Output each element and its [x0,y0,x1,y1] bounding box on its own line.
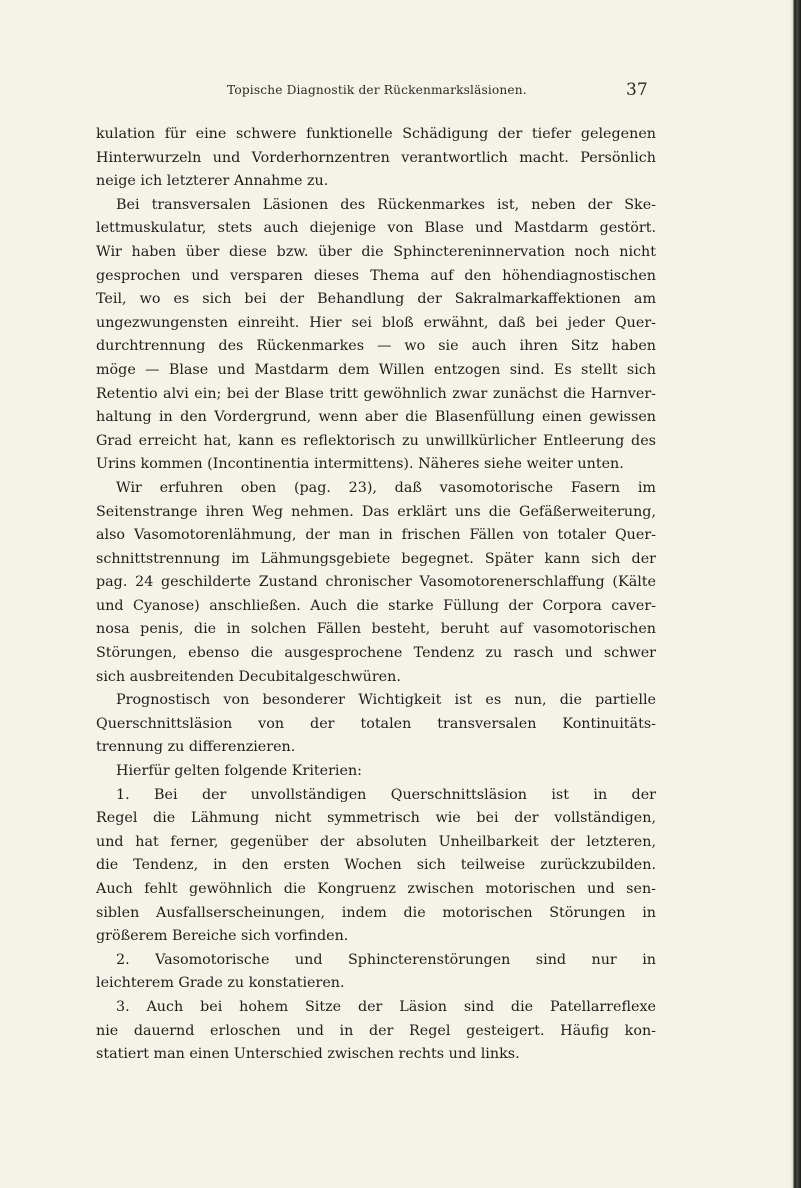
text-line: also Vasomotorenlähmung, der man in frischen Fällen von totaler Quer- [96,527,656,544]
text-line: statiert man einen Unterschied zwischen rechts und links. [96,1046,520,1063]
text-line: Teil, wo es sich bei der Behandlung der Sakralmarkaffektionen am [96,291,656,308]
text-line: und Cyanose) anschließen. Auch die starke Füllung der Corpora caver- [96,597,656,614]
text-line: Seitenstrange ihren Weg nehmen. Das erklärt uns die Gefäßerweiterung, [96,503,656,520]
text-line: größerem Bereiche sich vorfinden. [96,928,349,945]
text-line: Regel die Lähmung nicht symmetrisch wie bei der vollständigen, [96,810,656,827]
text-line: Hierfür gelten folgende Kriterien: [116,763,362,780]
page-header [0,80,801,103]
text-line: nie dauernd erloschen und in der Regel gesteigert. Häufig kon- [96,1022,656,1039]
text-line: siblen Ausfallserscheinungen, indem die motorischen Störungen in [96,904,656,921]
text-line: Retentio alvi ein; bei der Blase tritt gewöhnlich zwar zunächst die Harnver- [96,385,656,402]
text-line: neige ich letzterer Annahme zu. [96,173,329,190]
text-line: 3. Auch bei hohem Sitze der Läsion sind die Patellarreflexe [116,998,656,1015]
text-line: und hat ferner, gegenüber der absoluten Unheilbarkeit der letzteren, [96,833,656,850]
text-line: pag. 24 geschilderte Zustand chronischer Vasomotorenerschlaffung (Kälte [96,574,656,591]
text-line: Bei transversalen Läsionen des Rückenmarkes ist, neben der Ske- [116,196,656,213]
text-line: leichterem Grade zu konstatieren. [96,975,345,992]
text-line: schnittstrennung im Lähmungsgebiete begegnet. Später kann sich der [96,550,656,567]
text-line: Auch fehlt gewöhnlich die Kongruenz zwischen motorischen und sen- [96,881,656,897]
text-line: Wir haben über diese bzw. über die Sphinctereninnervation noch nicht [96,243,656,260]
running-head: Topische Diagnostik der Rückenmarksläsionen. [227,83,527,97]
text-line: sich ausbreitenden Decubitalgeschwüren. [96,668,401,685]
text-line: Wir erfuhren oben (pag. 23), daß vasomotorische Fasern im [116,479,656,496]
text-line: Grad erreicht hat, kann es reflektorisch zu unwillkürlicher Entleerung des [96,432,656,449]
text-line: Prognostisch von besonderer Wichtigkeit ist es nun, die partielle [116,692,656,709]
page-number: 37 [626,80,648,100]
text-line: haltung in den Vordergrund, wenn aber die Blasenfüllung einen gewissen [96,409,656,426]
text-line: lettmuskulatur, stets auch diejenige von Blase und Mastdarm gestört. [96,220,656,237]
text-line: kulation für eine schwere funktionelle Schädigung der tiefer gelegenen [96,126,656,142]
text-line: ungezwungensten einreiht. Hier sei bloß erwähnt, daß bei jeder Quer- [96,314,656,331]
text-line: Störungen, ebenso die ausgesprochene Tendenz zu rasch und schwer [96,645,656,662]
text-line: Querschnittsläsion von der totalen transversalen Kontinuitäts- [96,715,656,732]
text-line: die Tendenz, in den ersten Wochen sich teilweise zurückzubilden. [96,857,656,874]
text-line: 1. Bei der unvollständigen Querschnittsläsion ist in der [116,786,656,803]
body-text [96,123,656,1067]
text-line: Hinterwurzeln und Vorderhornzentren verantwortlich macht. Persönlich [96,149,656,166]
text-line: Urins kommen (Incontinentia intermittens). Näheres siehe weiter unten. [96,456,624,473]
text-line: 2. Vasomotorische und Sphincterenstörungen sind nur in [116,951,656,968]
text-line: nosa penis, die in solchen Fällen besteht, beruht auf vasomotorischen [96,621,656,638]
text-line: trennung zu differenzieren. [96,739,296,756]
text-line: gesprochen und versparen dieses Thema auf den höhendiagnostischen [96,267,656,284]
text-line: durchtrennung des Rückenmarkes — wo sie auch ihren Sitz haben [96,338,656,355]
text-line: möge — Blase und Mastdarm dem Willen entzogen sind. Es stellt sich [96,361,656,378]
scan-edge [791,0,801,1188]
